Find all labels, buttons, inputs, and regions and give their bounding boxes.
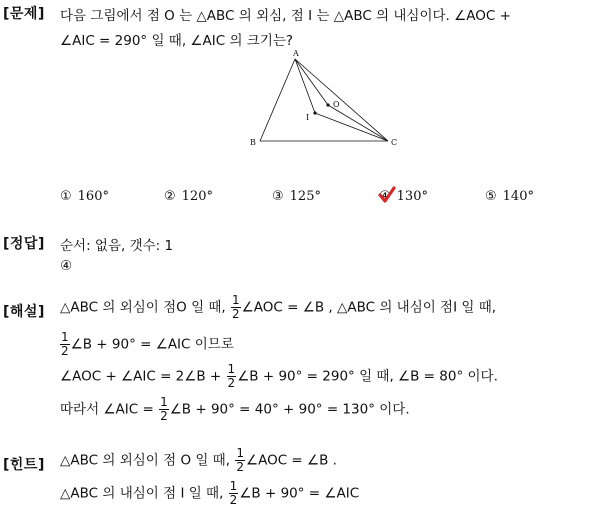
numerator: 1 [61,330,69,344]
label-i: I [306,113,310,122]
side-ac [295,59,388,141]
hint-text: △ABC 의 내심이 점 I 일 때, [60,485,224,502]
fraction [229,480,239,507]
denominator: 2 [229,493,238,507]
solution-text: ∠AOC = ∠B , △ABC 의 내심이 점I 일 때, [241,299,497,316]
fraction [231,294,241,321]
numerator: 1 [232,293,240,307]
denominator: 2 [232,307,240,321]
choice-number: ① [60,189,72,204]
problem-label: [문제] [3,6,45,22]
label-o: O [333,100,340,109]
problem-text-line1: 다음 그림에서 점 O 는 △ABC 의 외심, 점 I 는 △ABC 의 내심이다. ∠AOC + [60,8,511,24]
point-o [326,103,329,106]
numerator: 1 [236,446,244,460]
choice-5[interactable] [485,189,534,204]
numerator: 1 [229,479,238,493]
hint-text: △ABC 의 외심이 점 O 일 때, [60,452,231,469]
solution-text: 따라서 ∠AIC = [60,401,154,418]
answer-order-count: 순서: 없음, 갯수: 1 [60,238,174,254]
choice-4[interactable] [379,189,428,204]
solution-text: ∠B + 90° = 40° + 90° = 130° 이다. [169,401,410,418]
check-mark-icon [378,186,396,204]
solution-line4 [60,396,410,423]
solution-line2 [60,331,234,358]
solution-text: ∠B + 90° = 290° 일 때, ∠B = 80° 이다. [237,368,498,385]
choice-number: ② [164,189,176,204]
answer-label: [정답] [3,236,45,252]
segment-ic [315,113,388,141]
solution-line1 [60,294,496,321]
solution-label: [해설] [3,304,45,320]
problem-text-line2: ∠AIC = 290° 일 때, ∠AIC 의 크기는? [60,33,294,49]
choice-text: 140° [502,189,534,204]
answer-value: ④ [60,258,73,274]
denominator: 2 [236,460,244,474]
segment-ao [295,59,328,105]
choice-number-glyph: ④ [379,189,391,204]
choice-1[interactable] [60,189,109,204]
side-ab [260,59,295,141]
label-c: C [391,138,398,147]
segment-oc [328,105,388,141]
choice-number: ③ [272,189,284,204]
choice-3[interactable] [272,189,321,204]
numerator: 1 [227,362,236,376]
numerator: 1 [160,395,168,409]
denominator: 2 [160,409,168,423]
choice-number [379,189,391,204]
choice-text: 125° [289,189,321,204]
choice-number: ⑤ [485,189,497,204]
hint-text: ∠B + 90° = ∠AIC [239,485,360,502]
label-b: B [250,138,256,147]
fraction [159,396,169,423]
hint-text: ∠AOC = ∠B . [245,452,337,469]
hint-line2 [60,480,359,507]
solution-text: ∠B + 90° = ∠AIC 이므로 [70,336,234,353]
choice-text: 130° [396,189,428,204]
segment-ai [295,59,315,113]
triangle-figure [245,48,405,150]
label-a: A [293,49,299,58]
solution-text: ∠AOC + ∠AIC = 2∠B + [60,368,222,385]
denominator: 2 [227,376,236,390]
choice-2[interactable] [164,189,213,204]
fraction [235,447,245,474]
fraction [227,363,237,390]
choice-text: 120° [181,189,213,204]
fraction [60,331,70,358]
solution-text: △ABC 의 외심이 점O 일 때, [60,299,226,316]
solution-line3 [60,363,498,390]
hint-label: [힌트] [3,457,45,473]
choice-text: 160° [77,189,109,204]
denominator: 2 [61,344,69,358]
hint-line1 [60,447,337,474]
point-i [313,111,316,114]
